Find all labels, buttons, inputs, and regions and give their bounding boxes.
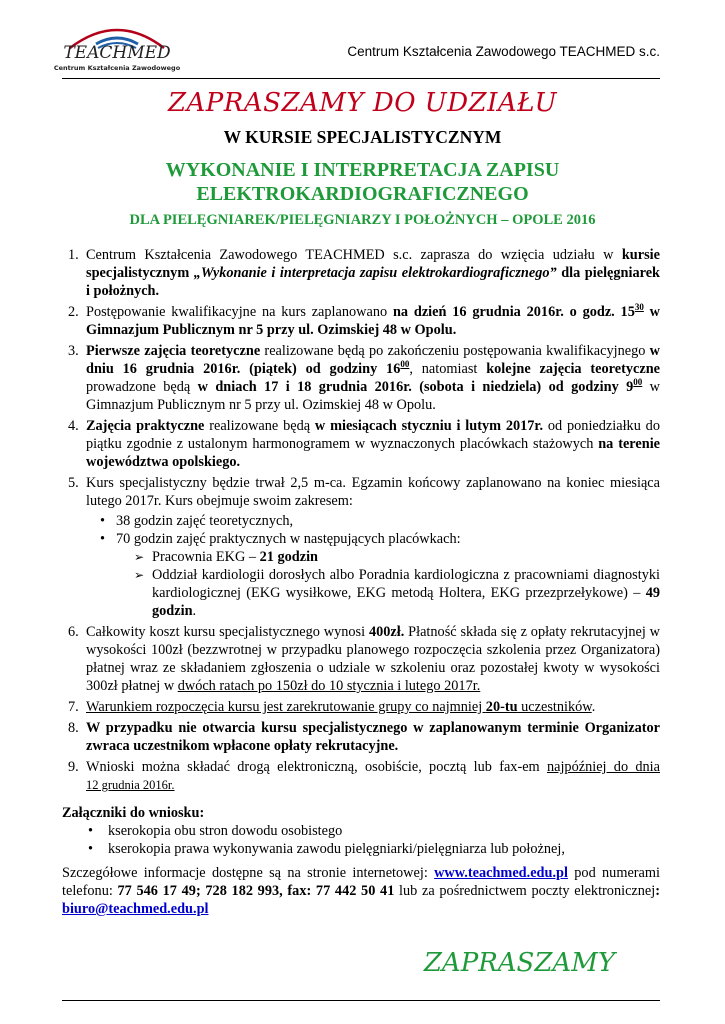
teachmed-logo [53, 18, 181, 78]
list-item-3 [62, 342, 660, 414]
course-title-line1: WYKONANIE I INTERPRETACJA ZAPISU [165, 159, 560, 181]
text: w dniach 17 i 18 grudnia 2016r. (sobota i niedziela) od godziny 9 [197, 379, 634, 395]
text: 20-tu [485, 699, 518, 715]
text-line [86, 758, 660, 776]
item-number: 9. [68, 759, 79, 775]
text: Pracownia EKG – [152, 549, 260, 565]
text: kursie specjalistycznym [86, 247, 660, 281]
list-item [134, 566, 660, 620]
text: uczestników [517, 699, 592, 715]
text: w Gimnazjum Publicznym nr 5 przy ul. Ozimskiej 48 w Opolu. [86, 379, 660, 413]
text: , natomiast [409, 361, 487, 377]
list-item [98, 530, 660, 620]
footer-divider [62, 1000, 660, 1001]
closing-invite: ZAPRASZAMY [423, 948, 615, 978]
item-number: 1. [68, 247, 79, 263]
list-item-4 [62, 417, 660, 471]
text: 49 godzin [152, 585, 660, 619]
list-item-8 [62, 719, 660, 755]
email-link[interactable]: biuro@teachmed.edu.pl [62, 901, 209, 917]
course-title [0, 158, 725, 206]
text: dla pielęgniarek i położnych. [86, 265, 660, 299]
item-number: 8. [68, 720, 79, 736]
text: prowadzone będą [86, 379, 198, 395]
text: Zajęcia praktyczne [86, 418, 205, 434]
deadline-date: 12 grudnia 2016r. [86, 778, 175, 792]
list-item-1 [62, 246, 660, 300]
course-subtitle: DLA PIELĘGNIAREK/PIELĘGNIARZY I POŁOŻNYCH – OPOLE 2016 [129, 212, 596, 228]
list-item-2 [62, 303, 660, 339]
item-number: 5. [68, 475, 79, 491]
text: : [655, 883, 660, 899]
list-item-9 [62, 758, 660, 794]
course-type-heading: W KURSIE SPECJALISTYCZNYM [223, 127, 502, 147]
scope-list [86, 512, 660, 620]
text: 400zł. [368, 624, 405, 640]
text: Postępowanie kwalifikacyjne na kurs zaplanowano [86, 304, 393, 320]
contact-info [62, 864, 660, 918]
phone-numbers: 77 546 17 49; 728 182 993, fax: 77 442 50 41 [117, 883, 395, 899]
text: 21 godzin [259, 549, 318, 565]
time-minutes: 00 [400, 359, 410, 370]
text: od poniedziałku do piątku zgodnie z ustalonym harmonogramem w wyznaczonych placówkach stażowych [86, 418, 660, 452]
attachments-title: Załączniki do wniosku: [62, 805, 205, 821]
text: Kurs specjalistyczny będzie trwał 2,5 m-ca. Egzamin końcowy zaplanowano na koniec miesiąca lutego 2017r. Kurs obejmuje swoim zakresem: [86, 475, 660, 509]
header-divider [62, 78, 660, 79]
text: W przypadku nie otwarcia kursu specjalistycznego w zaplanowanym terminie Organizator zwraca uczestnikom wpłacone opłaty rekrutacyjne. [86, 720, 660, 754]
item-number: 3. [68, 343, 79, 359]
text: Całkowity koszt kursu specjalistycznego wynosi [86, 624, 369, 640]
text: Oddział kardiologii dorosłych albo Poradnia kardiologiczna z pracowniami diagnostyki kardiologicznej (EKG wysiłkowe, EKG metodą Holtera, EKG przezprzełykowe) – [152, 567, 660, 601]
time-minutes: 30 [634, 302, 644, 313]
text: na dzień 16 grudnia 2016r. o godz. 15 [392, 304, 635, 320]
text: w dniu 16 grudnia 2016r. (piątek) od godziny 16 [86, 343, 660, 377]
text: lub za pośrednictwem poczty elektronicznej [394, 883, 656, 899]
item-number: 6. [68, 624, 79, 640]
placement-list [116, 548, 660, 620]
list-item-6 [62, 623, 660, 695]
text: Szczegółowe informacje dostępne są na stronie internetowej: [62, 865, 435, 881]
text: realizowane będą po zakończeniu postępowania kwalifikacyjnego [260, 343, 650, 359]
list-item [134, 548, 660, 566]
course-title-line2: ELEKTROKARDIOGRAFICZNEGO [196, 183, 529, 205]
svg-text:TEACHMED: TEACHMED [63, 43, 171, 63]
text: Centrum Kształcenia Zawodowego TEACHMED s.c. zaprasza do wzięcia udziału w [86, 247, 622, 263]
item-number: 2. [68, 304, 79, 320]
text: . [591, 699, 596, 715]
list-item: • kserokopia obu stron dowodu osobistego [88, 822, 660, 840]
text: dwóch ratach po 150zł do 10 stycznia i lutego 2017r. [177, 678, 481, 694]
item-number: 7. [68, 699, 79, 715]
time-minutes: 00 [633, 377, 643, 388]
document-body [62, 246, 660, 918]
page-header [53, 18, 660, 80]
text: najpóźniej do dnia [546, 759, 660, 775]
text: Płatność składa się z opłaty rekrutacyjnej w wysokości 100zł (bezzwrotnej w przypadku planowego rozpoczęcia szkolenia przez Organizatora) płatnej wraz ze składaniem zgłoszenia o udziale w szkoleniu oraz pozostałej kwoty w wysokości 300zł płatnej w [86, 624, 660, 694]
text: Pierwsze zajęcia teoretyczne [86, 343, 261, 359]
course-name: „Wykonanie i interpretacja zapisu elektrokardiograficznego” [193, 265, 557, 281]
svg-text:Centrum Kształcenia Zawodowego: Centrum Kształcenia Zawodowego [53, 64, 181, 72]
text: na terenie województwa opolskiego. [86, 436, 661, 470]
list-item-7 [62, 698, 660, 716]
header-org-name: Centrum Kształcenia Zawodowego TEACHMED s.c. [347, 44, 660, 59]
text: pod numerami telefonu: [62, 865, 660, 899]
text: w miesiącach styczniu i lutym 2017r. [314, 418, 544, 434]
list-item-5 [62, 474, 660, 620]
attachments-list [62, 822, 660, 858]
text: kolejne zajęcia teoretyczne [486, 361, 661, 377]
text: 70 godzin zajęć praktycznych w następujących placówkach: [116, 531, 461, 547]
list-item: • kserokopia prawa wykonywania zawodu pielęgniarki/pielęgniarza lub położnej, [88, 840, 660, 858]
website-link[interactable]: www.teachmed.edu.pl [434, 865, 568, 881]
text: Warunkiem rozpoczęcia kursu jest zarekrutowanie grupy co najmniej [86, 699, 486, 715]
invite-heading: ZAPRASZAMY DO UDZIAŁU [167, 88, 558, 118]
item-number: 4. [68, 418, 79, 434]
list-item: • 38 godzin zajęć teoretycznych, [98, 512, 660, 530]
text: realizowane będą [204, 418, 315, 434]
text: w Gimnazjum Publicznym nr 5 przy ul. Ozimskiej 48 w Opolu. [86, 304, 660, 338]
text: . [192, 603, 197, 619]
text: Wnioski można składać drogą elektroniczną, osobiście, pocztą lub fax-em [86, 759, 547, 775]
